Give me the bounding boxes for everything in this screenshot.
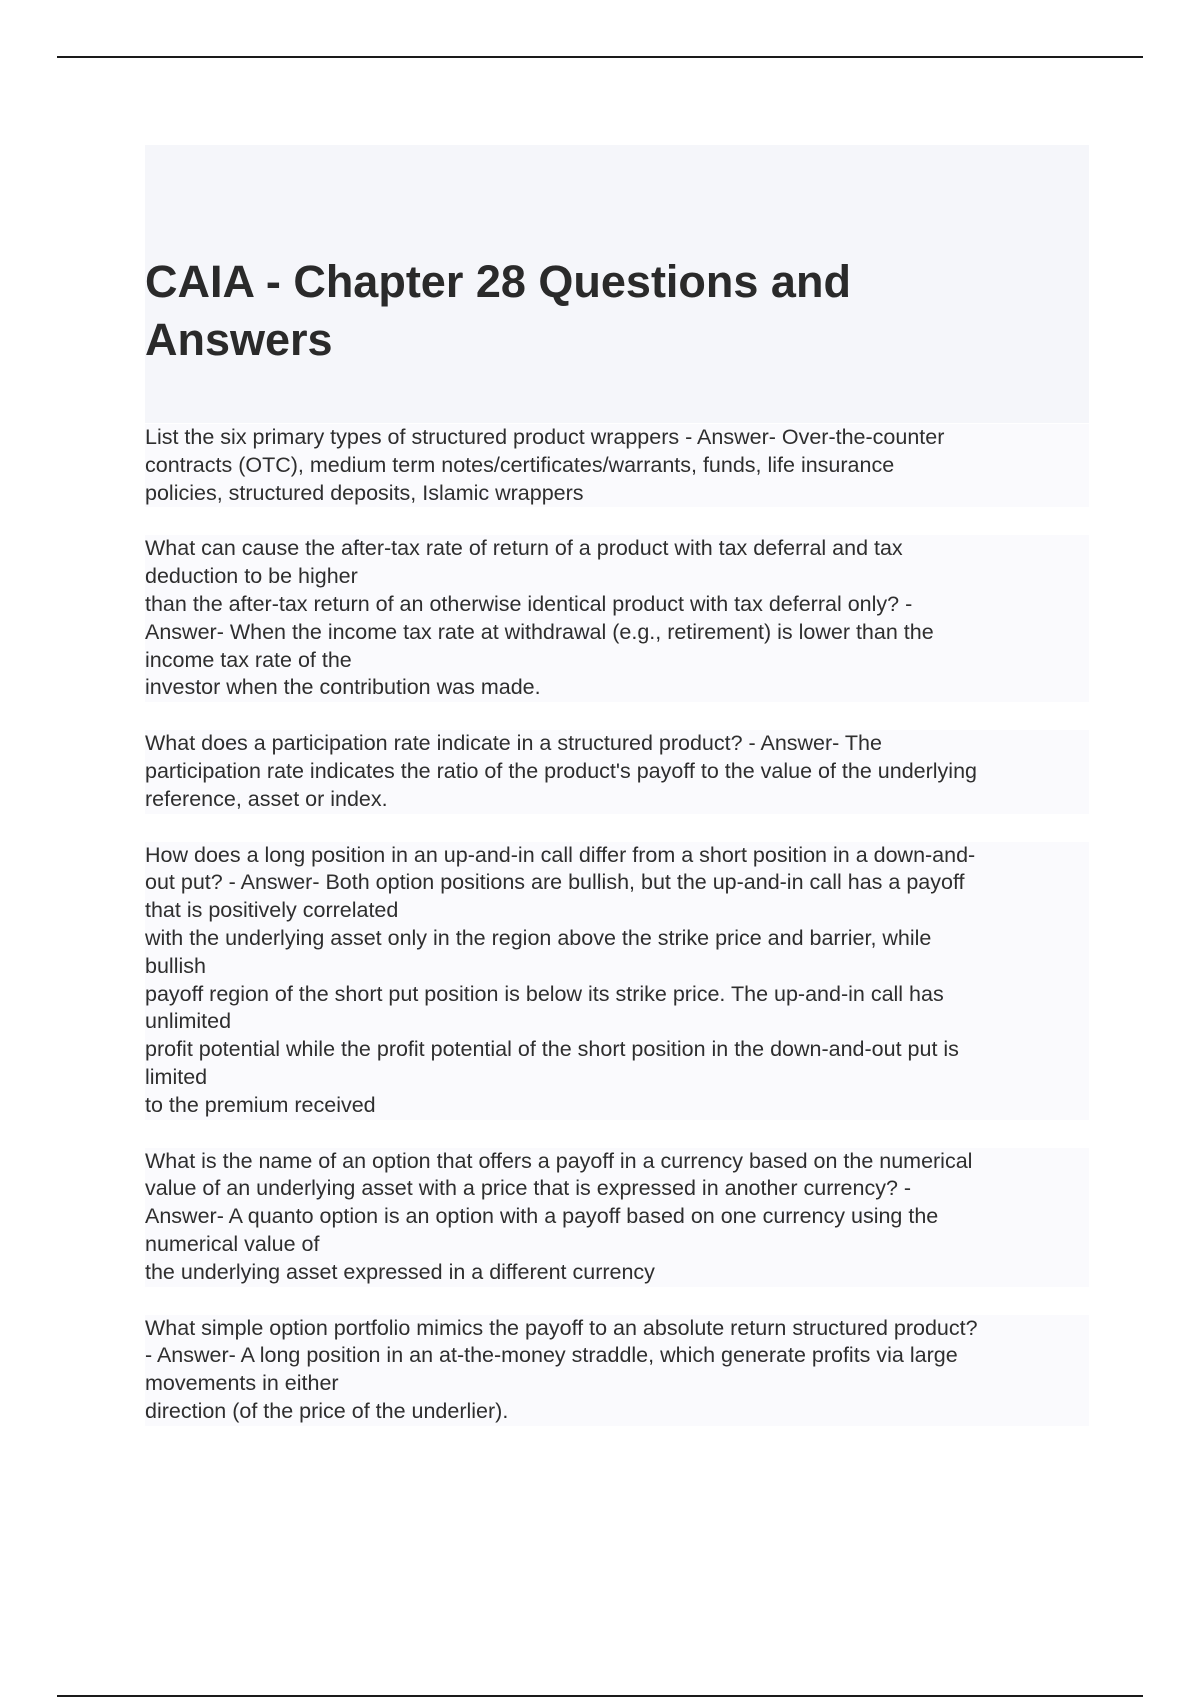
qa-line: unlimited bbox=[145, 1009, 232, 1034]
qa-line: policies, structured deposits, Islamic wrappers bbox=[145, 480, 584, 505]
qa-line: What does a participation rate indicate in a structured product? - Answer- The bbox=[145, 731, 882, 756]
qa-line: profit potential while the profit potential of the short position in the down-and-out put is bbox=[145, 1037, 959, 1062]
qa-line: - Answer- A long position in an at-the-money straddle, which generate profits via large bbox=[145, 1343, 958, 1368]
qa-line: Answer- When the income tax rate at withdrawal (e.g., retirement) is lower than the bbox=[145, 619, 934, 644]
title-line: Answers bbox=[145, 314, 333, 365]
qa-line: movements in either bbox=[145, 1371, 339, 1396]
title-line: CAIA - Chapter 28 Questions and bbox=[145, 256, 851, 307]
qa-item bbox=[145, 535, 1089, 702]
qa-line: What is the name of an option that offers a payoff in a currency based on the numerical bbox=[145, 1148, 973, 1173]
title-block bbox=[145, 145, 1089, 423]
qa-line: What simple option portfolio mimics the payoff to an absolute return structured product? bbox=[145, 1315, 978, 1340]
qa-line: income tax rate of the bbox=[145, 647, 352, 672]
qa-line: contracts (OTC), medium term notes/certificates/warrants, funds, life insurance bbox=[145, 452, 895, 477]
qa-line: deduction to be higher bbox=[145, 564, 358, 589]
qa-item bbox=[145, 842, 1089, 1120]
qa-line: value of an underlying asset with a price that is expressed in another currency? - bbox=[145, 1176, 912, 1201]
qa-line: to the premium received bbox=[145, 1092, 376, 1117]
qa-line: List the six primary types of structured product wrappers - Answer- Over-the-counter bbox=[145, 425, 945, 449]
qa-item bbox=[145, 1315, 1089, 1426]
qa-line: with the underlying asset only in the region above the strike price and barrier, while bbox=[145, 925, 932, 950]
qa-line: numerical value of bbox=[145, 1231, 320, 1256]
qa-line: investor when the contribution was made. bbox=[145, 675, 541, 700]
qa-line: out put? - Answer- Both option positions are bullish, but the up-and-in call has a payoff bbox=[145, 870, 965, 895]
qa-item bbox=[145, 730, 1089, 813]
qa-line: reference, asset or index. bbox=[145, 786, 388, 811]
top-rule bbox=[57, 56, 1143, 58]
bottom-rule bbox=[57, 1695, 1143, 1697]
qa-line: limited bbox=[145, 1064, 208, 1089]
qa-line: Answer- A quanto option is an option with a payoff based on one currency using the bbox=[145, 1204, 939, 1229]
qa-line: bullish bbox=[145, 953, 206, 978]
qa-line: the underlying asset expressed in a different currency bbox=[145, 1259, 655, 1284]
qa-line: that is positively correlated bbox=[145, 898, 399, 923]
qa-line: participation rate indicates the ratio of the product's payoff to the value of the underlying bbox=[145, 758, 977, 783]
qa-line: than the after-tax return of an otherwise identical product with tax deferral only? - bbox=[145, 591, 913, 616]
qa-line: What can cause the after-tax rate of return of a product with tax deferral and tax bbox=[145, 536, 903, 561]
qa-line: direction (of the price of the underlier). bbox=[145, 1398, 509, 1423]
qa-line: payoff region of the short put position is below its strike price. The up-and-in call has bbox=[145, 981, 944, 1006]
qa-item bbox=[145, 1148, 1089, 1287]
page-title bbox=[145, 253, 965, 369]
qa-item bbox=[145, 424, 1089, 507]
qa-line: How does a long position in an up-and-in call differ from a short position in a down-and- bbox=[145, 842, 976, 867]
qa-list bbox=[145, 424, 1089, 1454]
